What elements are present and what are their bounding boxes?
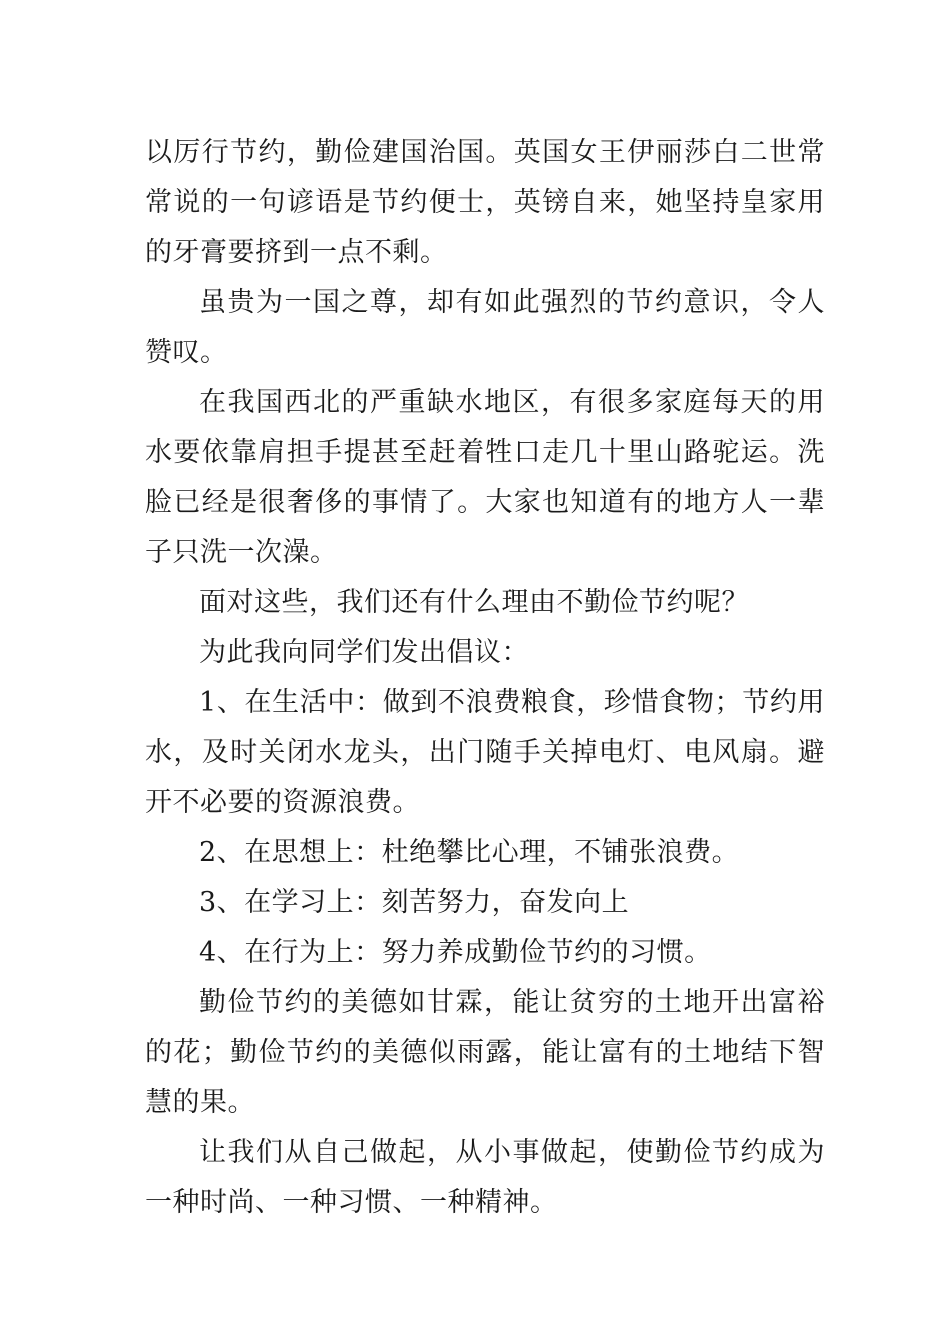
list-item: 2、在思想上：杜绝攀比心理，不铺张浪费。 — [199, 837, 740, 868]
list-item: 4、在行为上：努力养成勤俭节约的习惯。 — [199, 937, 712, 968]
paragraph: 在我国西北的严重缺水地区，有很多家庭每天的用水要依靠肩担手提甚至赶着牲口走几十里山路驼运。洗脸已经是很奢侈的事情了。大家也知道有的地方人一辈子只洗一次澡。 — [145, 387, 825, 568]
list-item: 1、在生活中：做到不浪费粮食，珍惜食物；节约用水，及时关闭水龙头，出门随手关掉电灯、电风扇。避开不必要的资源浪费。 — [145, 687, 825, 818]
paragraph: 面对这些，我们还有什么理由不勤俭节约呢？ — [199, 587, 749, 618]
list-item: 3、在学习上：刻苦努力，奋发向上 — [199, 887, 630, 918]
paragraph: 以厉行节约，勤俭建国治国。英国女王伊丽莎白二世常常说的一句谚语是节约便士，英镑自来，她坚持皇家用的牙膏要挤到一点不剩。 — [145, 137, 825, 268]
paragraph: 虽贵为一国之尊，却有如此强烈的节约意识，令人赞叹。 — [145, 287, 825, 368]
paragraph: 让我们从自己做起，从小事做起，使勤俭节约成为一种时尚、一种习惯、一种精神。 — [145, 1137, 825, 1218]
paragraph: 为此我向同学们发出倡议： — [199, 637, 529, 668]
document-body — [145, 128, 825, 1228]
paragraph: 勤俭节约的美德如甘霖，能让贫穷的土地开出富裕的花；勤俭节约的美德似雨露，能让富有的土地结下智慧的果。 — [145, 987, 825, 1118]
